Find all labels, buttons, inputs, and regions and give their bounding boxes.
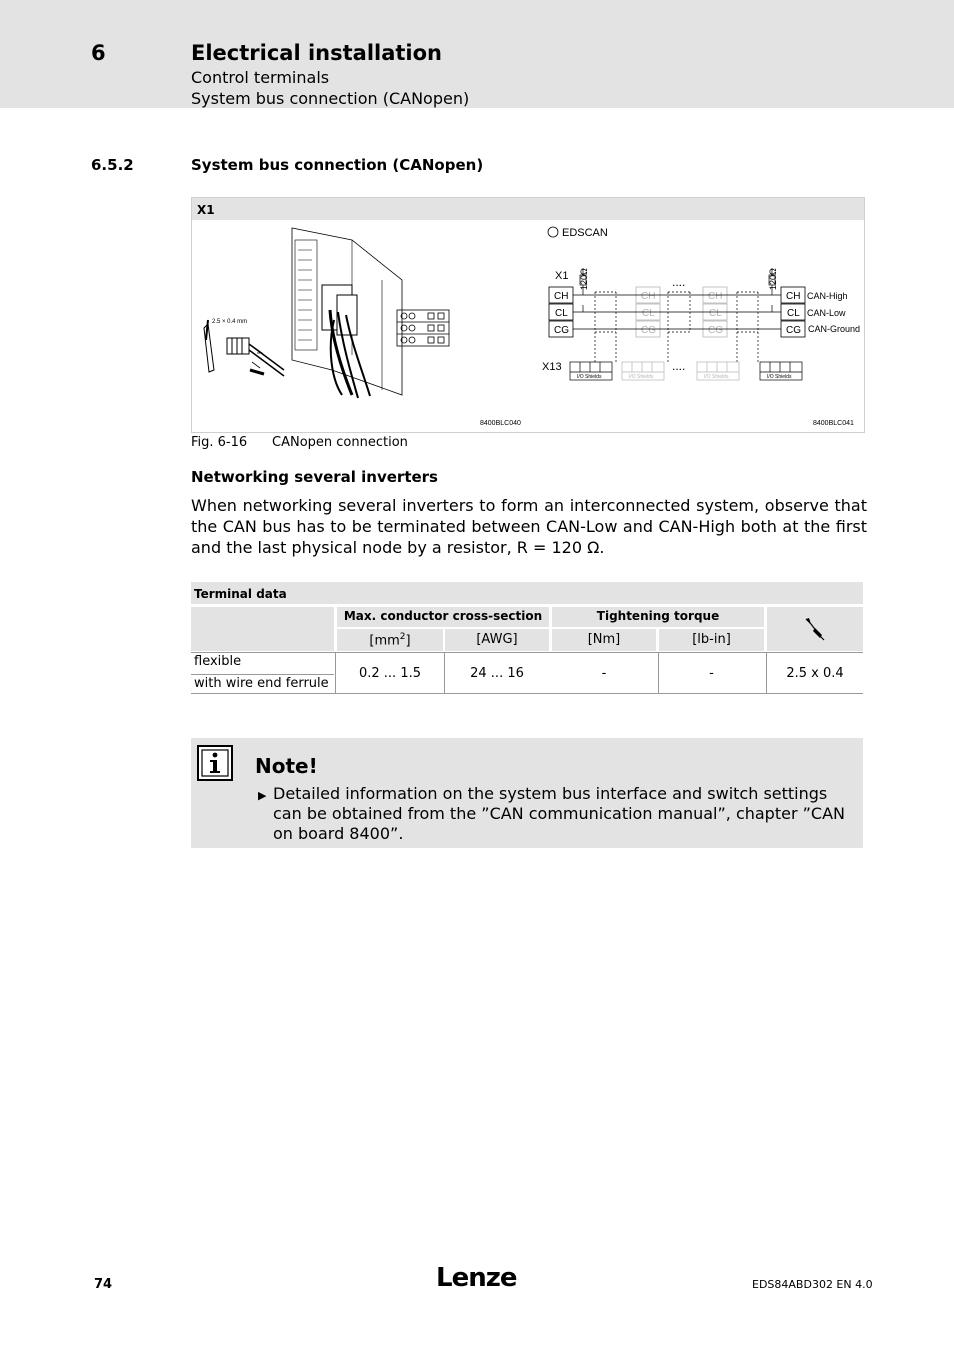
terminal-illustration: [204, 228, 402, 398]
note-title: Note!: [255, 754, 318, 778]
networking-paragraph: When networking several inverters to form an interconnected system, observe that the CAN bus has to be terminated between CAN-Low and CAN-High both at the first and the last physical node by a resistor, R = 120 Ω.: [191, 496, 867, 557]
info-icon: [197, 745, 233, 781]
can-low-label: CAN-Low: [807, 308, 846, 318]
section-number: 6.5.2: [91, 156, 134, 174]
lenze-logo: Lenze: [436, 1263, 517, 1293]
chapter-title: Electrical installation: [191, 41, 442, 65]
dots-top: ....: [672, 275, 686, 289]
x13-label: X13: [542, 361, 562, 373]
document-id: EDS84ABD302 EN 4.0: [752, 1278, 873, 1291]
figure-caption-number: Fig. 6-16: [191, 435, 248, 450]
node4-ch: CH: [786, 291, 801, 302]
table-header-blank: [191, 607, 334, 651]
node3-cl: CL: [709, 308, 722, 319]
unit-mm2: $[mm^2]$: [337, 629, 443, 651]
node2-cl: CL: [642, 308, 655, 319]
shield-label-1: I/O Shields: [577, 374, 602, 380]
x1-label: X1: [555, 270, 569, 282]
value-cross-mm2: 0.2 ... 1.5: [358, 666, 421, 681]
node1-cl: CL: [555, 308, 568, 319]
networking-heading: Networking several inverters: [191, 468, 438, 486]
resistor-left-label: 120Ω: [579, 268, 589, 290]
node1-ch: CH: [554, 291, 569, 302]
dots-bottom: ....: [672, 359, 686, 373]
can-high-label: CAN-High: [807, 291, 848, 301]
row-label-ferrule: with wire end ferrule: [194, 676, 329, 691]
unit-lbin: [lb-in]: [659, 629, 764, 651]
node4-cl: CL: [787, 308, 800, 319]
shield-label-2: I/O Shields: [629, 374, 654, 380]
figure-canopen: [191, 197, 865, 433]
header-subtitle-2: System bus connection (CANopen): [191, 89, 470, 108]
node4-cg: CG: [786, 325, 801, 336]
node1-cg: CG: [554, 325, 569, 336]
note-box: [191, 738, 863, 848]
node3-ch: CH: [708, 291, 723, 302]
node2-cg: CG: [641, 325, 656, 336]
terminal-detail: [397, 310, 449, 346]
value-cross-awg: 24 ... 16: [470, 666, 524, 681]
value-screwdriver: 2.5 x 0.4: [786, 666, 844, 681]
left-image-label: 8400BLC040: [480, 420, 521, 427]
node3-cg: CG: [708, 325, 723, 336]
header-subtitle-1: Control terminals: [191, 68, 330, 87]
section-title: System bus connection (CANopen): [191, 156, 484, 174]
figure-drawing: [192, 220, 864, 432]
unit-awg: [AWG]: [445, 629, 549, 651]
page-header: [0, 0, 954, 108]
page-number: 74: [94, 1277, 113, 1292]
shield-label-3: I/O Shields: [704, 374, 729, 380]
figure-title-bar: [192, 198, 864, 220]
note-text: Detailed information on the system bus interface and switch settings can be obtained from the ”CAN communication manual”, chapter ”CAN on board 8400”.: [273, 784, 845, 843]
can-ground-label: CAN-Ground: [808, 324, 861, 334]
shield-label-4: I/O Shields: [767, 374, 792, 380]
edscan-label: EDSCAN: [562, 227, 608, 239]
can-bus-schematic: [542, 227, 860, 380]
bullet-icon: ▶: [258, 789, 267, 802]
value-torque-nm: -: [601, 666, 607, 681]
table-title-bar: [191, 582, 863, 604]
table-title: Terminal data: [194, 587, 287, 601]
screwdriver-header: [767, 607, 863, 651]
header-cross-section: Max. conductor cross-section: [337, 607, 549, 627]
wire-spec-label: 2.5 × 0.4 mm: [212, 319, 248, 325]
header-tightening-torque: Tightening torque: [552, 607, 764, 627]
right-image-label: 8400BLC041: [813, 420, 854, 427]
unit-nm: [Nm]: [552, 629, 656, 651]
figure-box-title: X1: [197, 203, 215, 217]
value-torque-lbin: -: [709, 666, 714, 681]
resistor-right-label: 120Ω: [768, 268, 778, 290]
row-label-flexible: flexible: [194, 654, 242, 669]
node2-ch: CH: [641, 291, 656, 302]
chapter-number: 6: [91, 41, 106, 65]
figure-caption-text: CANopen connection: [272, 435, 408, 450]
edscan-icon: [548, 227, 558, 237]
screwdriver-icon: [803, 616, 827, 642]
